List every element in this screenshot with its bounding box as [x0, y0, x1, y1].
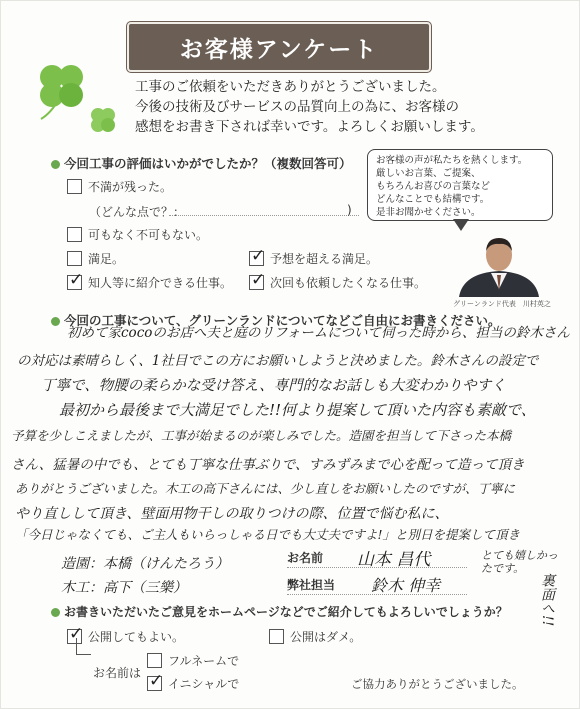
bubble-line: 厳しいお言葉、ご提案、: [376, 168, 481, 179]
option-label: お名前は: [93, 666, 142, 680]
intro-line: 工事のご依頼をいただきありがとうございました。: [135, 79, 446, 95]
handwriting-line: やり直しして頂き、壁面用物干しの取りつけの際、位置で悩む私に、: [15, 506, 449, 522]
option-dissatisfied[interactable]: [67, 178, 172, 195]
clover-large-icon: [31, 59, 93, 121]
bubble-line: 是非お聞かせください。: [376, 207, 481, 218]
checkbox[interactable]: [147, 653, 162, 668]
checkbox-checked[interactable]: [249, 275, 264, 290]
handwriting-line: 「今日じゃなくても、ご主人もいらっしゃる日でも大丈夫ですよ!」と別日を提案して頂き: [15, 527, 521, 542]
bullet-icon: [51, 317, 60, 326]
handwriting-line: さん、猛暑の中でも、とても丁寧な仕事ぶりで、すみずみまで心を配って造って頂き: [11, 457, 525, 473]
representative-caption: グリーンランド代表 川村英之: [453, 300, 551, 308]
customer-name: 山本 昌代: [357, 550, 431, 570]
q3-question: お書きいただいたご意見をホームページなどでご紹介してもよろしいでしょうか？: [64, 605, 508, 619]
handwriting-line: の対応は素晴らしく、1社目でこの方にお願いしようと決めました。鈴木さんの設定で: [17, 353, 539, 369]
checkbox-checked[interactable]: [249, 251, 264, 266]
handwriting-line: 初めて家cocoのお店へ夫と庭のリフォームについて伺った時から、担当の鈴木さん: [67, 325, 570, 341]
staff-label: 弊社担当: [287, 578, 336, 592]
name-is-label: [93, 664, 141, 681]
speech-bubble: [367, 149, 553, 221]
bubble-line: どんなことでも結構です。: [376, 194, 490, 205]
intro-text: [135, 77, 555, 137]
option-label: 公開してもよい。: [88, 630, 185, 644]
staff-landscape: 造園：本橋（けんたろう）: [61, 556, 229, 572]
option-fullname[interactable]: [147, 652, 239, 669]
staff-woodwork: 木工：高下（三樂）: [61, 580, 187, 596]
bullet-icon: [51, 608, 60, 617]
option-exceeded[interactable]: [249, 250, 378, 267]
handwriting-line: 丁寧で、物腰の柔らかな受け答え、専門的なお話しも大変わかりやすく: [41, 378, 506, 394]
handwriting-line: ありがとうございました。木工の高下さんには、少し直しをお願いしたのですが、丁寧に: [15, 481, 516, 496]
option-label: 満足。: [88, 252, 125, 266]
name-label: お名前: [287, 551, 324, 565]
q1-heading: [51, 154, 352, 172]
q2-question: 今回の工事について、グリーンランドについてなどご自由にお書きください。: [64, 313, 501, 328]
checkbox-checked[interactable]: [147, 676, 162, 691]
option-label: 予想を超える満足。: [270, 252, 379, 266]
option-publish-no[interactable]: [269, 628, 361, 645]
option-label: フルネームで: [168, 654, 240, 668]
staff-name: 鈴木 伸幸: [371, 576, 441, 595]
staff-line: [287, 594, 467, 595]
option-satisfied[interactable]: [67, 250, 124, 267]
intro-line: 今後の技術及びサービスの品質向上の為に、お客様の: [135, 99, 459, 115]
checkbox[interactable]: [67, 227, 82, 242]
option-initial[interactable]: [147, 675, 239, 692]
name-line: [287, 567, 467, 568]
bubble-line: もちろんお喜びの言葉など: [376, 181, 491, 192]
handwriting-line: 予算を少しこえましたが、工事が始まるのが楽しみでした。造園を担当して下さった本橋: [11, 428, 512, 443]
thanks-text: ご協力ありがとうございました。: [351, 677, 524, 691]
checkbox-checked[interactable]: [67, 275, 82, 290]
side-note: とても嬉しかったです。: [481, 549, 558, 575]
option-label: 不満が残った。: [88, 180, 173, 194]
paren-close: ): [347, 203, 352, 217]
clover-small-icon: [87, 105, 119, 137]
what-point-field[interactable]: [89, 203, 185, 220]
option-recommend[interactable]: [67, 274, 232, 291]
bullet-icon: [51, 160, 60, 169]
page-title: お客様アンケート: [127, 22, 431, 72]
representative-photo-icon: [453, 233, 545, 297]
handwriting-line: 最初から最後まで大満足でした!!何より提案して頂いた内容も素敵で、: [59, 401, 536, 419]
option-label: 可もなく不可もない。: [88, 228, 209, 242]
intro-line: 感想をお書き下されば幸いです。よろしくお願いします。: [135, 119, 484, 135]
continue-note: 裏面へ!!: [539, 573, 555, 627]
option-label: 知人等に紹介できる仕事。: [88, 276, 233, 290]
bubble-tail: [453, 219, 469, 231]
what-point-label: （どんな点で？：: [89, 205, 186, 219]
branch-arrow-icon: [76, 638, 91, 655]
option-label: イニシャルで: [168, 677, 240, 691]
checkbox[interactable]: [67, 251, 82, 266]
option-neutral[interactable]: [67, 226, 208, 243]
what-point-line: [169, 215, 359, 216]
option-label: 次回も依頼したくなる仕事。: [270, 276, 427, 290]
option-label: 公開はダメ。: [290, 630, 362, 644]
checkbox[interactable]: [67, 179, 82, 194]
bubble-line: お客様の声が私たちを熱くします。: [376, 155, 528, 166]
checkbox[interactable]: [269, 629, 284, 644]
q1-question: 今回工事の評価はいかがでしたか？（複数回答可）: [64, 156, 352, 171]
q3-heading: [51, 603, 508, 620]
option-again[interactable]: [249, 274, 426, 291]
